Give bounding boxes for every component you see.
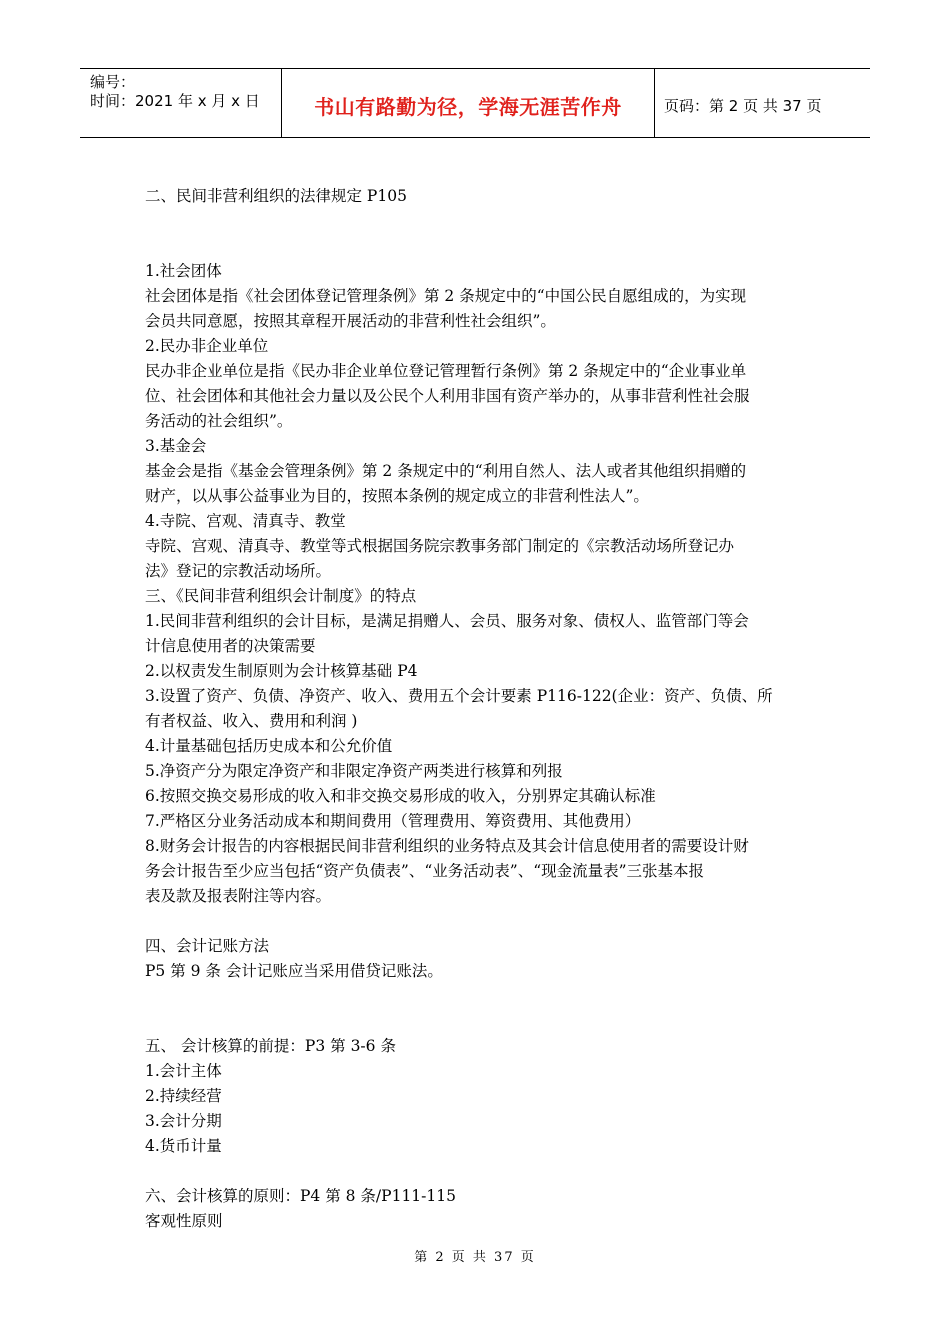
section-heading: 五、 会计核算的前提：P3 第 3-6 条 — [145, 1037, 396, 1055]
paragraph-line: 财产，以从事公益事业为目的，按照本条例的规定成立的非营利性法人”。 — [145, 487, 649, 505]
header-motto: 书山有路勤为径，学海无涯苦作舟 — [314, 95, 622, 119]
section-heading: 六、会计核算的原则：P4 第 8 条/P111-115 — [145, 1187, 456, 1205]
section-heading: 四、会计记账方法 — [145, 937, 270, 955]
list-item: 有者权益、收入、费用和利润 ) — [145, 712, 358, 730]
list-item: 8.财务会计报告的内容根据民间非营利组织的业务特点及其会计信息使用者的需要设计财 — [145, 837, 749, 855]
paragraph-line: 位、社会团体和其他社会力量以及公民个人利用非国有资产举办的，从事非营利性社会服 — [145, 387, 750, 405]
section-heading: 三、《民间非营利组织会计制度》的特点 — [145, 587, 417, 605]
list-item: 4.计量基础包括历史成本和公允价值 — [145, 737, 393, 755]
section-heading: 二、民间非营利组织的法律规定 P105 — [145, 187, 407, 205]
paragraph-line: 会员共同意愿，按照其章程开展活动的非营利性社会组织”。 — [145, 312, 556, 330]
paragraph-line: 务活动的社会组织”。 — [145, 412, 293, 430]
paragraph-line: 民办非企业单位是指《民办非企业单位登记管理暂行条例》第 2 条规定中的“企业事业单 — [145, 362, 747, 380]
header-page-info: 页码：第 2 页 共 37 页 — [664, 97, 822, 115]
list-item: 1.民间非营利组织的会计目标，是满足捐赠人、会员、服务对象、债权人、监管部门等会 — [145, 612, 749, 630]
header-motto-cell — [281, 69, 655, 137]
list-item: 计信息使用者的决策需要 — [145, 637, 316, 655]
list-item: 7.严格区分业务活动成本和期间费用（管理费用、筹资费用、其他费用） — [145, 812, 641, 830]
paragraph-line: 法》登记的宗教活动场所。 — [145, 562, 332, 580]
document-number-label: 编号： — [90, 73, 136, 91]
paragraph-line: P5 第 9 条 会计记账应当采用借贷记账法。 — [145, 962, 443, 980]
list-item: 2.以权责发生制原则为会计核算基础 P4 — [145, 662, 418, 680]
list-item: 表及款及报表附注等内容。 — [145, 887, 332, 905]
list-item: 3.会计分期 — [145, 1112, 222, 1130]
list-item: 务会计报告至少应当包括“资产负债表”、“业务活动表”、“现金流量表”三张基本报 — [145, 862, 705, 880]
paragraph-line: 客观性原则 — [145, 1212, 223, 1230]
paragraph-line: 寺院、宫观、清真寺、教堂等式根据国务院宗教事务部门制定的《宗教活动场所登记办 — [145, 537, 735, 555]
page-footer: 第 2 页 共 37 页 — [414, 1250, 536, 1265]
item-heading: 3.基金会 — [145, 437, 207, 455]
list-item: 4.货币计量 — [145, 1137, 222, 1155]
list-item: 2.持续经营 — [145, 1087, 222, 1105]
item-heading: 1.社会团体 — [145, 262, 222, 280]
list-item: 5.净资产分为限定净资产和非限定净资产两类进行核算和列报 — [145, 762, 563, 780]
paragraph-line: 社会团体是指《社会团体登记管理条例》第 2 条规定中的“中国公民自愿组成的，为实现 — [145, 287, 747, 305]
list-item: 6.按照交换交易形成的收入和非交换交易形成的收入，分别界定其确认标准 — [145, 787, 656, 805]
header-right-cell — [654, 69, 870, 137]
item-heading: 4.寺院、宫观、清真寺、教堂 — [145, 512, 346, 530]
item-heading: 2.民办非企业单位 — [145, 337, 269, 355]
header-left-cell — [80, 69, 280, 137]
paragraph-line: 基金会是指《基金会管理条例》第 2 条规定中的“利用自然人、法人或者其他组织捐赠的 — [145, 462, 747, 480]
page-header — [80, 68, 870, 138]
list-item: 3.设置了资产、负债、净资产、收入、费用五个会计要素 P116-122(企业：资产、负债、所 — [145, 687, 773, 705]
list-item: 1.会计主体 — [145, 1062, 222, 1080]
document-date: 时间：2021 年 x 月 x 日 — [90, 92, 260, 110]
